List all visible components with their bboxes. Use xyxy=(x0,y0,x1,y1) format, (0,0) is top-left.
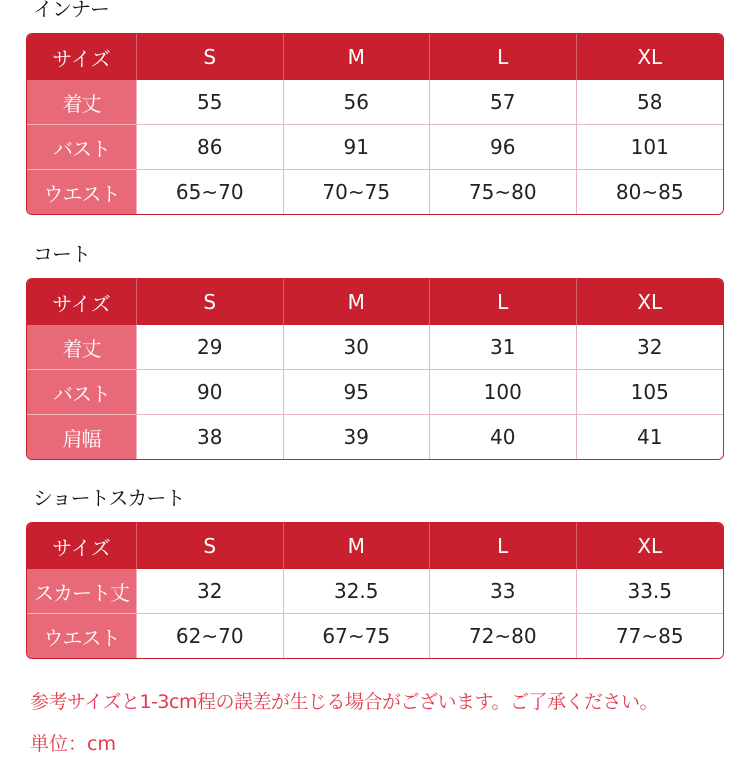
table-header-row xyxy=(27,34,723,80)
header-size-xl: XL xyxy=(577,523,724,569)
size-table-skirt xyxy=(26,522,724,659)
table-cell: 91 xyxy=(284,125,431,170)
table-cell: 40 xyxy=(430,415,577,459)
table-cell: 77~85 xyxy=(577,614,724,658)
table-row xyxy=(27,415,723,459)
table-cell: 86 xyxy=(137,125,284,170)
header-size-m: M xyxy=(284,34,431,80)
table-row xyxy=(27,614,723,658)
table-cell: 56 xyxy=(284,80,431,125)
table-cell: 70~75 xyxy=(284,170,431,214)
table-row xyxy=(27,80,723,125)
table-cell: 38 xyxy=(137,415,284,459)
table-cell: 105 xyxy=(577,370,724,415)
table-cell: 58 xyxy=(577,80,724,125)
table-cell: 55 xyxy=(137,80,284,125)
table-cell: 90 xyxy=(137,370,284,415)
table-cell: 31 xyxy=(430,325,577,370)
row-label: 肩幅 xyxy=(27,415,137,459)
table-row xyxy=(27,370,723,415)
table-cell: 75~80 xyxy=(430,170,577,214)
section-title-skirt: ショートスカート xyxy=(33,486,185,510)
table-cell: 32.5 xyxy=(284,569,431,614)
header-size-l: L xyxy=(430,279,577,325)
table-cell: 32 xyxy=(577,325,724,370)
table-cell: 62~70 xyxy=(137,614,284,658)
row-label: ウエスト xyxy=(27,170,137,214)
table-row xyxy=(27,125,723,170)
table-cell: 32 xyxy=(137,569,284,614)
table-cell: 30 xyxy=(284,325,431,370)
section-title-inner: インナー xyxy=(33,0,109,21)
header-size-xl: XL xyxy=(577,34,724,80)
size-note: 参考サイズと1-3cm程の誤差が生じる場合がございます。ご了承ください。 xyxy=(30,691,658,713)
table-row xyxy=(27,170,723,214)
table-cell: 29 xyxy=(137,325,284,370)
table-cell: 80~85 xyxy=(577,170,724,214)
row-label: スカート丈 xyxy=(27,569,137,614)
header-size-l: L xyxy=(430,523,577,569)
table-header-row xyxy=(27,523,723,569)
table-cell: 33 xyxy=(430,569,577,614)
row-label: 着丈 xyxy=(27,325,137,370)
table-cell: 95 xyxy=(284,370,431,415)
size-table-inner xyxy=(26,33,724,215)
table-cell: 65~70 xyxy=(137,170,284,214)
table-cell: 57 xyxy=(430,80,577,125)
table-cell: 100 xyxy=(430,370,577,415)
table-cell: 39 xyxy=(284,415,431,459)
header-size-l: L xyxy=(430,34,577,80)
row-label: バスト xyxy=(27,370,137,415)
header-size-m: M xyxy=(284,279,431,325)
table-row xyxy=(27,569,723,614)
row-label: 着丈 xyxy=(27,80,137,125)
table-cell: 33.5 xyxy=(577,569,724,614)
header-size-s: S xyxy=(137,523,284,569)
size-table-coat xyxy=(26,278,724,460)
header-size-s: S xyxy=(137,34,284,80)
table-cell: 41 xyxy=(577,415,724,459)
header-size-label: サイズ xyxy=(27,34,137,80)
table-cell: 72~80 xyxy=(430,614,577,658)
unit-label: 単位：cm xyxy=(30,733,116,755)
table-row xyxy=(27,325,723,370)
section-title-coat: コート xyxy=(33,242,90,266)
header-size-xl: XL xyxy=(577,279,724,325)
header-size-s: S xyxy=(137,279,284,325)
header-size-m: M xyxy=(284,523,431,569)
row-label: ウエスト xyxy=(27,614,137,658)
table-cell: 96 xyxy=(430,125,577,170)
table-cell: 67~75 xyxy=(284,614,431,658)
header-size-label: サイズ xyxy=(27,523,137,569)
table-cell: 101 xyxy=(577,125,724,170)
header-size-label: サイズ xyxy=(27,279,137,325)
table-header-row xyxy=(27,279,723,325)
row-label: バスト xyxy=(27,125,137,170)
